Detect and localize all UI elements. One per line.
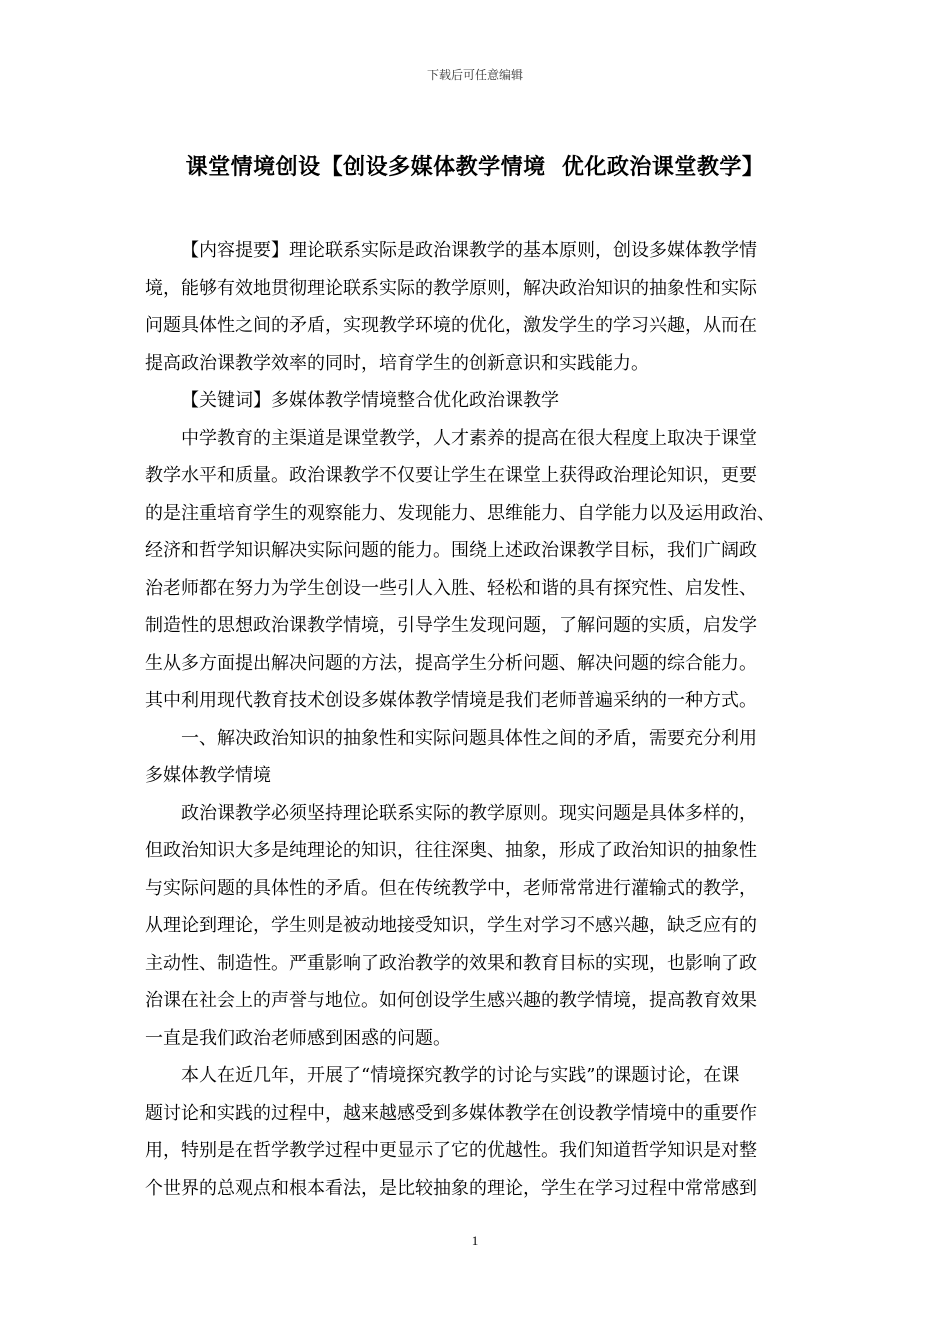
paragraph-line: 个世界的总观点和根本看法，是比较抽象的理论，学生在学习过程中常常感到 (145, 1177, 757, 1199)
abstract-line: 问题具体性之间的矛盾，实现教学环境的优化，激发学生的学习兴趣，从而在 (145, 315, 757, 336)
paragraph-line: 用，特别是在哲学教学过程中更显示了它的优越性。我们知道哲学知识是对整 (145, 1140, 757, 1161)
body-text (145, 232, 815, 1207)
paragraph-line: 生从多方面提出解决问题的方法，提高学生分析问题、解决问题的综合能力。 (145, 652, 757, 674)
paragraph-line: 其中利用现代教育技术创设多媒体教学情境是我们老师普遍采纳的一种方式。 (145, 690, 757, 711)
paragraph-line: 政治课教学必须坚持理论联系实际的教学原则。现实问题是具体多样的， (181, 802, 757, 824)
header-note: 下载后可任意编辑 (426, 68, 523, 82)
paragraph-line: 治老师都在努力为学生创设一些引人入胜、轻松和谐的具有探究性、启发性、 (145, 577, 757, 599)
paragraph-line: 制造性的思想政治课教学情境，引导学生发现问题，了解问题的实质，启发学 (145, 615, 757, 636)
paragraph-line: 治课在社会上的声誉与地位。如何创设学生感兴趣的教学情境，提高教育效果 (145, 990, 757, 1011)
paragraph-line: 教学水平和质量。政治课教学不仅要让学生在课堂上获得政治理论知识，更要 (145, 465, 757, 486)
paragraph-line: 题讨论和实践的过程中，越来越感受到多媒体教学在创设教学情境中的重要作 (145, 1102, 757, 1124)
paragraph-line: 的是注重培育学生的观察能力、发现能力、思维能力、自学能力以及运用政治、 (145, 502, 775, 524)
document-title: 课堂情境创设【创设多媒体教学情境 优化政治课堂教学】 (185, 155, 765, 180)
paragraph-line: 一直是我们政治老师感到困惑的问题。 (145, 1027, 451, 1049)
keywords-line: 【关键词】多媒体教学情境整合优化政治课教学 (181, 390, 559, 411)
page-number: 1 (471, 1233, 479, 1248)
paragraph-line: 但政治知识大多是纯理论的知识，往往深奥、抽象，形成了政治知识的抽象性 (145, 840, 757, 861)
abstract-line: 提高政治课教学效率的同时，培育学生的创新意识和实践能力。 (145, 352, 649, 374)
abstract-line: 【内容提要】理论联系实际是政治课教学的基本原则，创设多媒体教学情 (181, 240, 757, 261)
paragraph-line: 主动性、制造性。严重影响了政治教学的效果和教育目标的实现，也影响了政 (145, 952, 757, 974)
abstract-line: 境，能够有效地贯彻理论联系实际的教学原则，解决政治知识的抽象性和实际 (145, 277, 757, 299)
paragraph-line: 经济和哲学知识解决实际问题的能力。围绕上述政治课教学目标，我们广阔政 (145, 540, 757, 561)
paragraph-line: 从理论到理论，学生则是被动地接受知识，学生对学习不感兴趣，缺乏应有的 (145, 915, 757, 936)
section-heading-line: 一、解决政治知识的抽象性和实际问题具体性之间的矛盾，需要充分利用 (181, 727, 757, 749)
paragraph-line: 中学教育的主渠道是课堂教学，人才素养的提高在很大程度上取决于课堂 (181, 427, 757, 449)
paragraph-line: 本人在近几年，开展了“情境探究教学的讨论与实践”的课题讨论，在课 (181, 1065, 740, 1086)
paragraph-line: 与实际问题的具体性的矛盾。但在传统教学中，老师常常进行灌输式的教学， (145, 877, 757, 899)
section-heading-line: 多媒体教学情境 (145, 765, 271, 786)
